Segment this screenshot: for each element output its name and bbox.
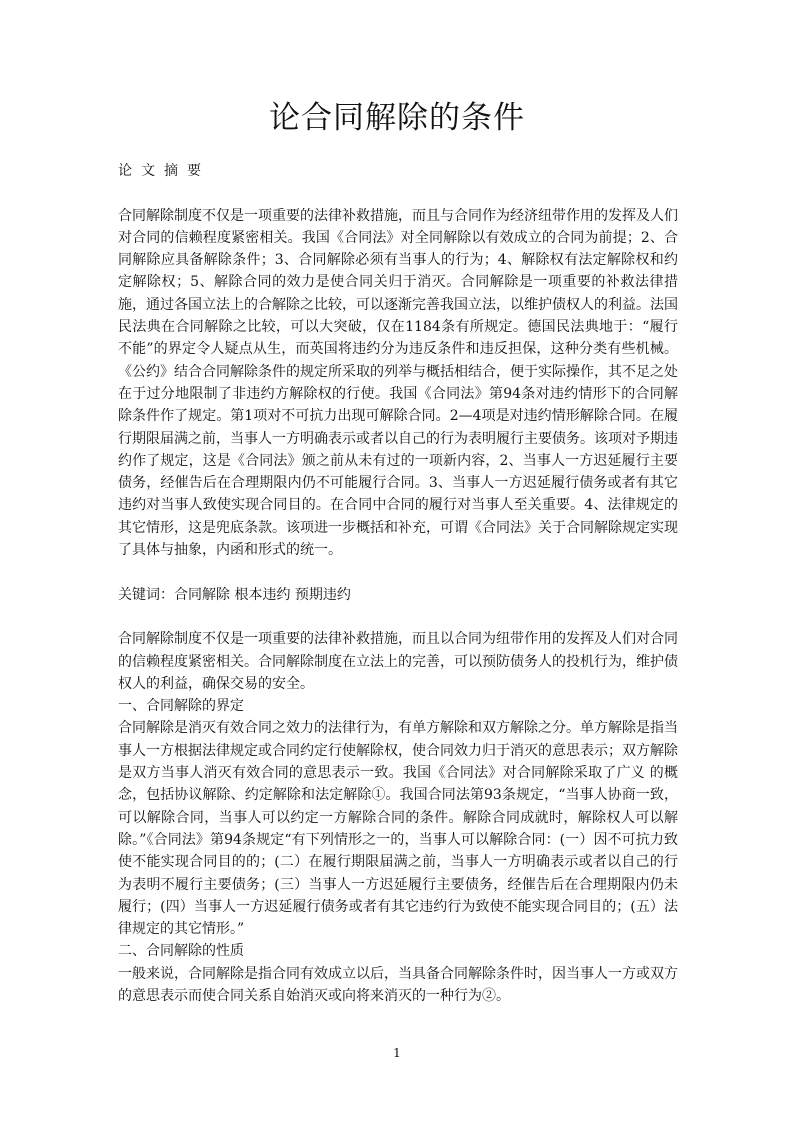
- abstract-heading: 论文摘要: [118, 163, 210, 179]
- document-title: 论合同解除的条件: [269, 100, 525, 136]
- document-body: [118, 160, 678, 1007]
- section2-paragraph: 一般来说，合同解除是指合同有效成立以后，当具备合同解除条件时，因当事人一方或双方的意思表示而使合同关系自始消灭或向将来消灭的一种行为②。: [118, 965, 678, 1004]
- section2-heading: 二、合同解除的性质: [118, 943, 244, 960]
- spacer: [118, 606, 678, 628]
- page-number: 1: [393, 1046, 401, 1060]
- abstract-paragraph: 合同解除制度不仅是一项重要的法律补救措施，而且与合同作为经济纽带作用的发挥及人们对合同的信赖程度紧密相关。我国《合同法》对全同解除以有效成立的合同为前提；2、合同解除应具备解除条件；3、合同解除必须有当事人的行为；4、解除权有法定解除权和约定解除权；5、解除合同的效力是使合同关归于消灭。合同解除是一项重要的补救法律措施，通过各国立法上的合解除之比较，可以逐渐完善我国立法，以维护债权人的利益。法国民法典在合同解除之比较，可以大突破，仅在1184条有所规定。德国民法典地于：“履行不能”的界定令人疑点从生，而英国将违约分为违反条件和违反担保，这种分类有些机械。《公约》结合合同解除条件的规定所采取的列举与概括相结合，便于实际操作，其不足之处在于过分地限制了非违约方解除权的行使。我国《合同法》第94条对违约情形下的合同解除条件作了规定。第1项对不可抗力出现可解除合同。2—4项是对违约情形解除合同。在履行期限届满之前，当事人一方明确表示或者以自己的行为表明履行主要债务。该项对予期违约作了规定，这是《合同法》颁之前从未有过的一项新内容，2、当事人一方迟延履行主要债务，经催告后在合理期限内仍不可能履行合同。3、当事人一方迟延履行债务或者有其它违约对当事人致使实现合同目的。在合同中合同的履行对当事人至关重要。4、法律规定的其它情形，这是兜底条款。该项进一步概括和补充，可谓《合同法》关于合同解除规定实现了具体与抽象，内函和形式的统一。: [118, 207, 678, 559]
- intro-paragraph: 合同解除制度不仅是一项重要的法律补救措施，而且以合同为纽带作用的发挥及人们对合同的信赖程度紧密相关。合同解除制度在立法上的完善，可以预防债务人的投机行为，维护债权人的利益，确保交易的安全。: [118, 631, 678, 692]
- section1-paragraph: 合同解除是消灭有效合同之效力的法律行为，有单方解除和双方解除之分。单方解除是指当事人一方根据法律规定或合同约定行使解除权，使合同效力归于消灭的意思表示；双方解除是双方当事人消灭有效合同的意思表示一致。我国《合同法》对合同解除采取了广义 的概念，包括协议解除、约定解除和法定解除①。我国合同法第93条规定，“当事人协商一致，可以解除合同，当事人可以约定一方解除合同的条件。解除合同成就时，解除权人可以解除。”《合同法》第94条规定“有下列情形之一的，当事人可以解除合同：(一）因不可抗力致使不能实现合同目的的；(二）在履行期限届满之前，当事人一方明确表示或者以自己的行为表明不履行主要债务；(三）当事人一方迟延履行主要债务，经催告后在合理期限内仍未履行；(四）当事人一方迟延履行债务或者有其它违约行为致使不能实现合同目的；(五）法律规定的其它情形。”: [118, 720, 678, 938]
- section1-heading: 一、合同解除的界定: [118, 698, 244, 715]
- spacer: [118, 561, 678, 583]
- keywords-line: 关键词：合同解除 根本违约 预期违约: [118, 586, 351, 603]
